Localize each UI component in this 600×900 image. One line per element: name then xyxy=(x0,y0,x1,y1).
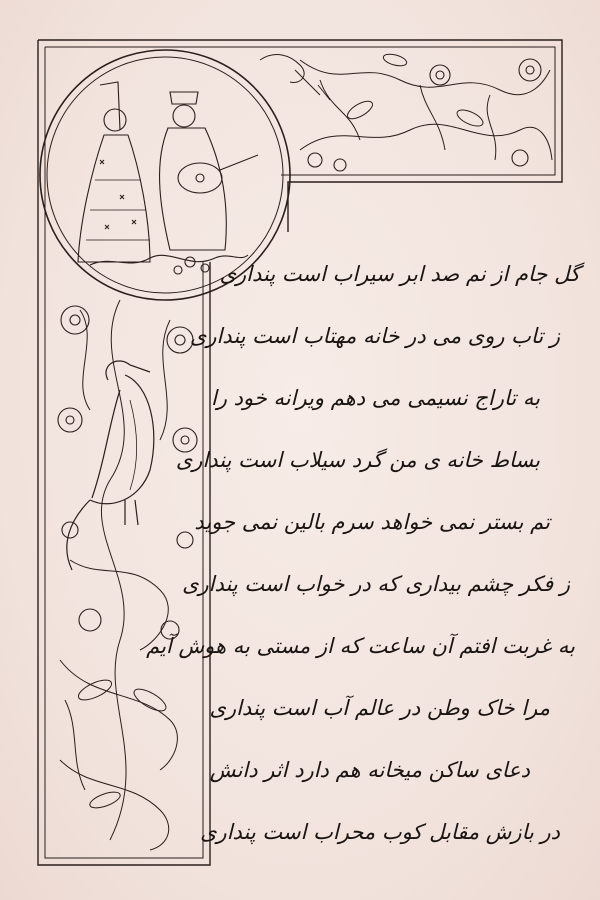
verse-line-2: ز تاب روی می در خانه مهتاب است پنداری xyxy=(189,324,560,348)
verse-line-4: بساط خانه ی من گرد سیلاب است پنداری xyxy=(175,448,540,472)
top-band-florals xyxy=(260,52,552,171)
left-column-florals xyxy=(58,300,197,850)
verse-line-9: دعای ساکن میخانه هم دارد اثر دانش xyxy=(209,758,530,782)
verse-line-10: در بازش مقابل کوب محراب است پنداری xyxy=(200,820,560,844)
verse-line-5: تم بستر نمی خواهد سرم بالین نمی جوید xyxy=(194,510,550,534)
verse-line-8: مرا خاک وطن در عالم آب است پنداری xyxy=(209,696,550,720)
lute-shape xyxy=(178,163,222,193)
verse-line-1: گل جام از نم صد ابر سیراب است پنداری xyxy=(219,262,580,286)
couple-with-lute-illustration xyxy=(78,82,258,274)
verse-line-7: به غربت افتم آن ساعت که از مستی به هوش آیم xyxy=(146,634,575,658)
verse-line-6: ز فکر چشم بیداری که در خواب است پنداری xyxy=(182,572,570,596)
heron-bird-illustration xyxy=(67,361,154,570)
verse-line-3: به تاراج نسیمی می دهم ویرانه خود را xyxy=(211,386,540,410)
